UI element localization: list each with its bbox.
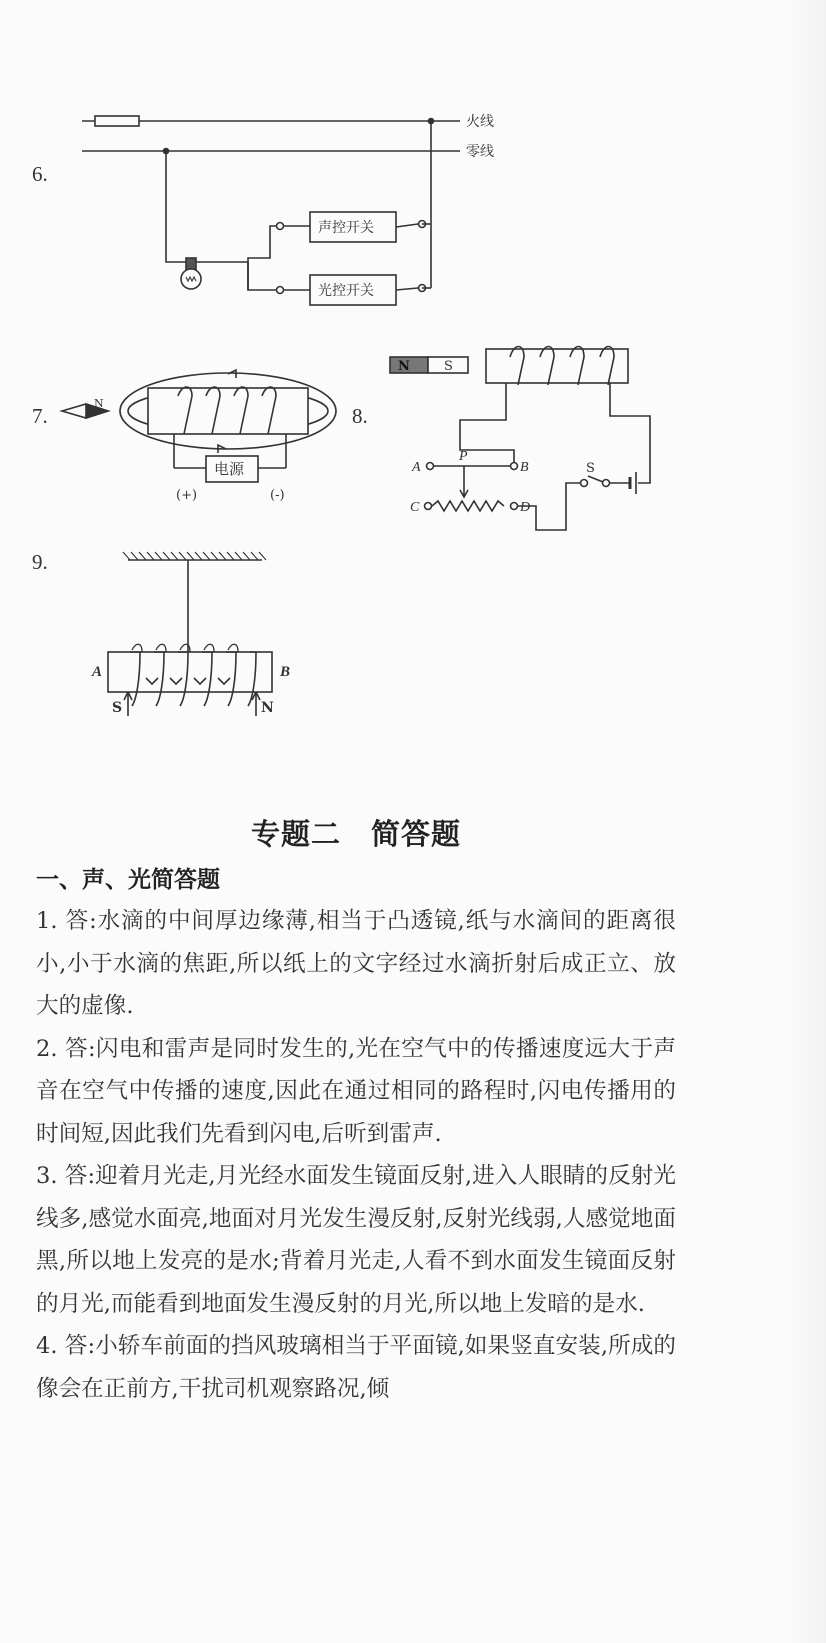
fig6-live-wire-label: 火线: [466, 114, 494, 130]
answer-2: 2. 答:闪电和雷声是同时发生的,光在空气中的传播速度远大于声音在空气中传播的速度,因此在通过相同的路程时,闪电传播用的时间短,因此我们先看到闪电,后听到雷声.: [36, 1035, 676, 1147]
fuse: [95, 116, 139, 126]
fig8-label-c: C: [410, 500, 420, 515]
section-title: 专题二 简答题: [250, 817, 461, 851]
fig8-magnet-n-label: N: [398, 359, 410, 374]
fig8-label-a: A: [412, 460, 421, 475]
figure-9-solenoid: [108, 552, 272, 716]
subsection-title: 一、声、光简答题: [36, 867, 220, 893]
fig9-label-s: S: [112, 700, 123, 716]
answer-1: 1. 答:水滴的中间厚边缘薄,相当于凸透镜,纸与水滴间的距离很小,小于水滴的焦距,所以纸上的文字经过水滴折射后成正立、放大的虚像.: [36, 908, 676, 1019]
fig7-plus-label: (+): [176, 488, 198, 503]
fig6-neutral-wire-label: 零线: [466, 144, 494, 160]
fig7-compass-n-label: N: [94, 397, 104, 410]
figure-6-circuit: [82, 116, 460, 305]
fig7-minus-label: (-): [270, 488, 285, 503]
fig8-label-p: P: [459, 449, 468, 464]
fig8-label-b: B: [520, 460, 529, 475]
fig8-magnet-s-label: S: [444, 359, 453, 374]
fig8-label-d: D: [520, 500, 531, 515]
fig8-label-switch: S: [586, 461, 595, 476]
fig7-source-label: 电源: [214, 460, 245, 478]
figure-7-solenoid: [62, 370, 336, 482]
question-number-9: 9.: [32, 550, 48, 574]
answer-4: 4. 答:小轿车前面的挡风玻璃相当于平面镜,如果竖直安装,所成的像会在正前方,干扰司机观察路况,倾: [36, 1333, 676, 1402]
fig6-sound-switch-label: 声控开关: [318, 220, 374, 236]
question-number-8: 8.: [352, 404, 368, 428]
answer-3: 3. 答:迎着月光走,月光经水面发生镜面反射,进入人眼睛的反射光线多,感觉水面亮,地面对月光发生漫反射,反射光线弱,人感觉地面黑,所以地上发亮的是水;背着月光走,人看不到水面发生镜面反射的月光,而能看到地面发生漫反射的月光,所以地上发暗的是水.: [36, 1163, 676, 1317]
figures: [0, 0, 826, 760]
fig9-label-n: N: [261, 700, 274, 716]
fig6-light-switch-label: 光控开关: [318, 283, 374, 299]
question-number-6: 6.: [32, 162, 48, 186]
answers-block: [36, 900, 676, 1410]
question-number-7: 7.: [32, 404, 48, 428]
fig9-label-a: A: [92, 664, 103, 680]
fig9-label-b: B: [280, 664, 291, 680]
